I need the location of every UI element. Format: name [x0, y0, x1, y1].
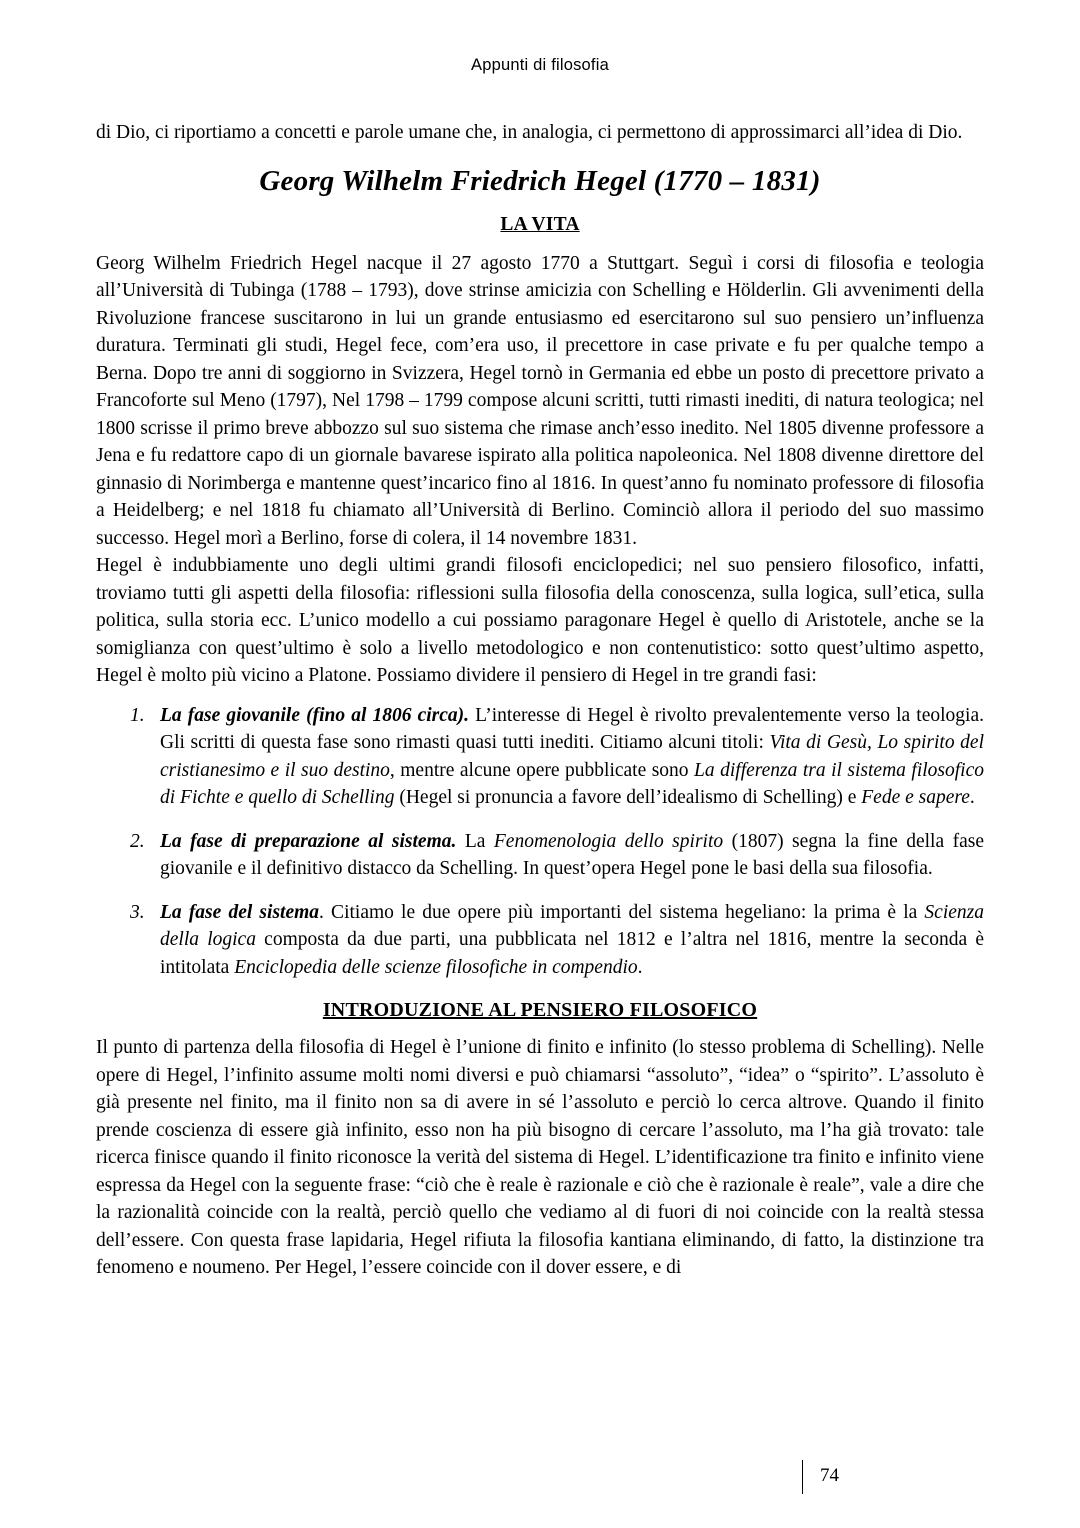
- work-title: Vita di Gesù, Lo spirito del cristianesimo e il suo destino: [160, 732, 984, 781]
- page-number: 74: [820, 1465, 839, 1486]
- page-footer: [96, 1460, 984, 1494]
- list-item-lead: La fase di preparazione al sistema.: [160, 830, 457, 852]
- work-title: La differenza tra il sistema filosofico di Fichte e quello di Schelling: [160, 759, 984, 808]
- page-title: Georg Wilhelm Friedrich Hegel (1770 – 1831): [259, 164, 821, 197]
- list-item-number: 3.: [130, 901, 145, 923]
- list-item: [96, 899, 984, 982]
- work-title: Fede e sapere: [861, 787, 970, 808]
- list-item-number: 1.: [130, 704, 145, 726]
- list-item-run: La: [456, 830, 494, 852]
- section-heading-introduzione-label: INTRODUZIONE AL PENSIERO FILOSOFICO: [322, 999, 758, 1021]
- intro-paragraph: di Dio, ci riportiamo a concetti e parole umane che, in analogia, ci permettono di approssimarci all’idea di Dio.: [96, 122, 963, 143]
- list-item-lead: La fase del sistema: [160, 901, 320, 923]
- phases-list: [96, 702, 984, 982]
- list-item-run: . Citiamo le due opere più importanti del sistema hegeliano: la prima è la: [319, 901, 925, 923]
- vita-body: [96, 250, 984, 690]
- work-title: Fenomenologia dello spirito: [493, 830, 724, 852]
- running-header: Appunti di filosofia: [471, 56, 609, 74]
- list-item-run: composta da due parti, una pubblicata nel 1812 e l’altra nel 1816, mentre la seconda è intitolata: [160, 929, 984, 978]
- footer-divider: [802, 1460, 803, 1494]
- introduzione-paragraph-1: Il punto di partenza della filosofia di Hegel è l’unione di finito e infinito (lo stesso problema di Schelling). Nelle opere di Hegel, l’infinito assume molti nomi diversi e può chiamarsi “assoluto”, “idea” o “spirito”. L’assoluto è già presente nel finito, ma il finito non sa di avere in sé l’assoluto e perciò lo cerca altrove. Quando il finito prende coscienza di essere già infinito, esso non ha più bisogno di cercare l’assoluto, ma l’ha già trovato: tale ricerca finisce quando il finito riconosce la verità del sistema di Hegel. L’identificazione tra finito e infinito viene espressa da Hegel con la seguente frase: “ciò che è reale è razionale e ciò che è razionale è reale”, vale a dire che la razionalità coincide con la realtà, perciò quello che vediamo al di fuori di noi coincide con la realtà stessa dell’essere. Con questa frase lapidaria, Hegel rifiuta la filosofia kantiana eliminando, di fatto, la distinzione tra fenomeno e noumeno. Per Hegel, l’essere coincide con il dover essere, e di: [96, 1037, 984, 1278]
- vita-paragraph-1: Georg Wilhelm Friedrich Hegel nacque il 27 agosto 1770 a Stuttgart. Seguì i corsi di filosofia e teologia all’Università di Tubinga (1788 – 1793), dove strinse amicizia con Schelling e Hölderlin. Gli avvenimenti della Rivoluzione francese suscitarono in lui un grande entusiasmo ed esercitarono sul suo pensiero un’influenza duratura. Terminati gli studi, Hegel fece, com’era uso, il precettore in case private e fu per qualche tempo a Berna. Dopo tre anni di soggiorno in Svizzera, Hegel tornò in Germania ed ebbe un posto di precettore privato a Francoforte sul Meno (1797), Nel 1798 – 1799 compose alcuni scritti, tutti rimasti inediti, di natura teologica; nel 1800 scrisse il primo breve abbozzo sul suo sistema che rimase anch’esso inedito. Nel 1805 divenne professore a Jena e fu redattore capo di un giornale bavarese ispirato alla politica napoleonica. Nel 1808 divenne direttore del ginnasio di Norimberga e mantenne quest’incarico fino al 1816. In quest’anno fu nominato professore di filosofia a Heidelberg; e nel 1818 fu chiamato all’Università di Berlino. Cominciò allora il periodo del suo massimo successo. Hegel morì a Berlino, forse di colera, il 14 novembre 1831.: [96, 252, 984, 549]
- list-item-text: [160, 828, 984, 883]
- list-item-run: L’interesse di Hegel è rivolto prevalentemente verso la teologia. Gli scritti di questa fase sono rimasti quasi tutti inediti. Citiamo alcuni titoli:: [160, 704, 984, 753]
- list-item: [96, 828, 984, 883]
- list-item-run: .: [969, 787, 975, 808]
- work-title: Scienza della logica: [160, 901, 984, 950]
- list-item-lead: La fase giovanile (fino al 1806 circa).: [160, 704, 470, 726]
- work-title: Enciclopedia delle scienze filosofiche in compendio: [234, 956, 638, 978]
- list-item-run: , mentre alcune opere pubblicate sono: [389, 759, 695, 781]
- list-item-run: (Hegel si pronuncia a favore dell’idealismo di Schelling) e: [394, 787, 862, 808]
- list-item-number: 2.: [130, 830, 145, 852]
- list-item-run: (1807) segna la fine della fase giovanile e il definitivo distacco da Schelling. In quest’opera Hegel pone le basi della sua filosofia.: [160, 830, 984, 879]
- section-heading-vita-label: LA VITA: [500, 213, 580, 235]
- introduzione-body: [96, 1034, 984, 1282]
- section-heading-introduzione: [96, 999, 984, 1022]
- list-item-run: .: [637, 956, 643, 978]
- section-heading-vita: [96, 214, 984, 236]
- list-item-text: [160, 702, 984, 812]
- list-item: [96, 702, 984, 812]
- list-item-text: [160, 899, 984, 982]
- vita-paragraph-2: Hegel è indubbiamente uno degli ultimi grandi filosofi enciclopedici; nel suo pensiero filosofico, infatti, troviamo tutti gli aspetti della filosofia: riflessioni sulla filosofia della conoscenza, sulla logica, sull’etica, sulla politica, sulla storia ecc. L’unico modello a cui possiamo paragonare Hegel è quello di Aristotele, anche se la somiglianza con quest’ultimo è solo a livello metodologico e non contenutistico: sotto quest’ultimo aspetto, Hegel è molto più vicino a Platone. Possiamo dividere il pensiero di Hegel in tre grandi fasi:: [96, 555, 984, 686]
